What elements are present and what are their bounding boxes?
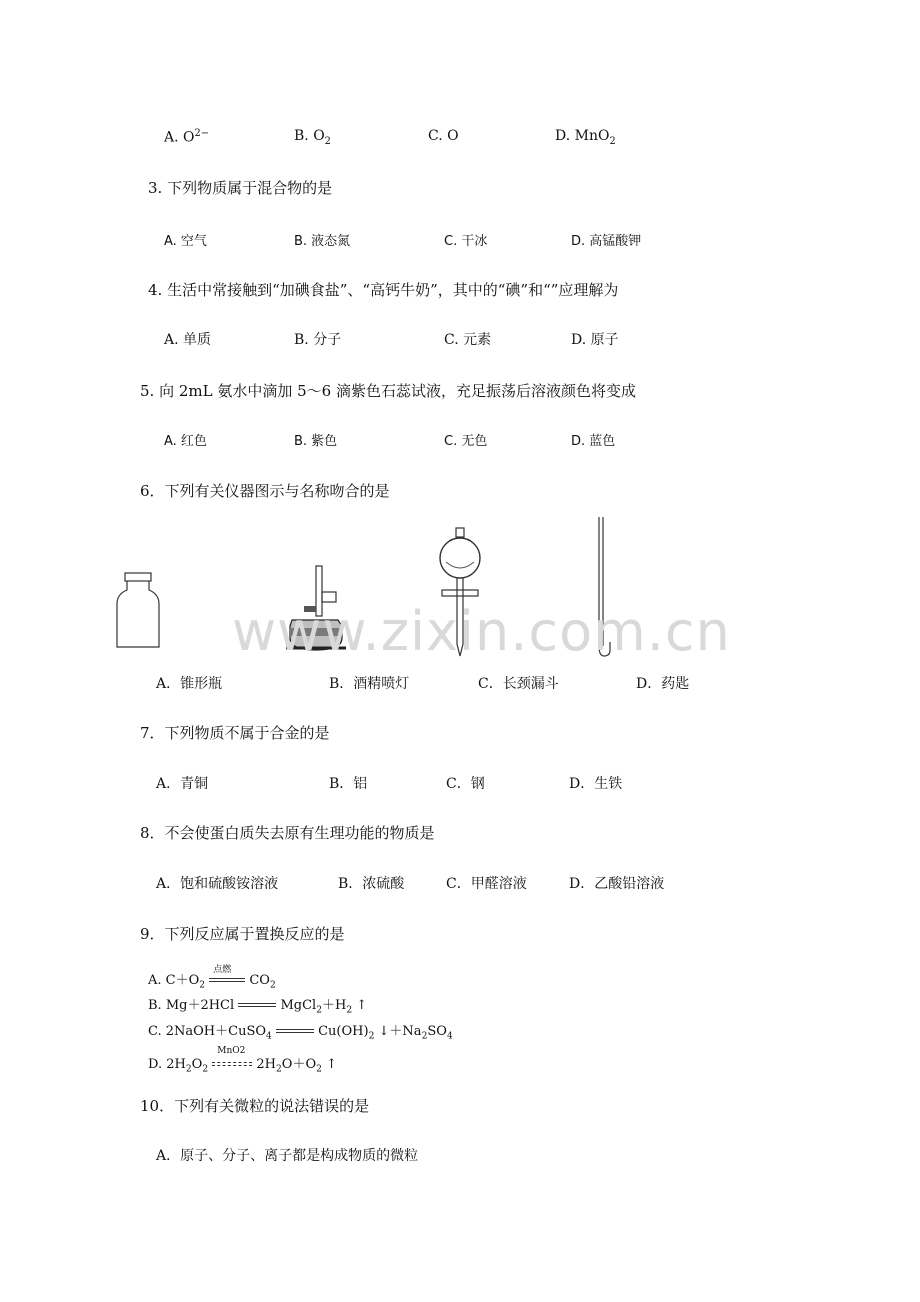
q2-option-b: B. $O_2$ — [294, 128, 331, 147]
q6-option-b: B．酒精喷灯 — [329, 676, 410, 692]
q8-option-a: A．饱和硫酸铵溶液 — [156, 876, 279, 892]
q8-option-d: D．乙酸铅溶液 — [569, 876, 665, 892]
gas-up-arrow-icon: ↑ — [326, 1057, 337, 1072]
precipitate-down-arrow-icon: ↓ — [378, 1024, 390, 1039]
q5-option-c: C. 无色 — [444, 434, 488, 449]
q3-option-c: C. 干冰 — [444, 234, 488, 249]
q9-equation-d: D. $2H_2O_2$ MnO2 $2H_2O+O_2$ ↑ — [148, 1046, 337, 1075]
gas-up-arrow-icon: ↑ — [356, 998, 368, 1013]
q3-option-b: B. 液态氮 — [294, 234, 351, 249]
q2-option-a: A. $O^{2-}$ — [164, 128, 209, 146]
q8-option-c: C．甲醛溶液 — [446, 876, 527, 892]
q6-option-c: C．长颈漏斗 — [478, 676, 559, 692]
q4-option-a: A. 单质 — [164, 332, 212, 348]
q7-stem: 7．下列物质不属于合金的是 — [140, 724, 330, 742]
q9-equation-b: B. Mg＋2HCl $MgCl_2+H_2$ ↑ — [148, 998, 368, 1016]
q8-option-b: B．浓硫酸 — [338, 876, 405, 892]
watermark: www.zixin.com.cn — [232, 600, 731, 663]
q10-option-a: A．原子、分子、离子都是构成物质的微粒 — [156, 1148, 419, 1164]
q4-stem: 4. 生活中常接触到“加碘食盐”、“高钙牛奶”，其中的“碘”和“”应理解为 — [148, 281, 619, 299]
q10-stem: 10．下列有关微粒的说法错误的是 — [140, 1097, 370, 1115]
q9-a-condition: 点燃 — [213, 965, 232, 975]
q9-equation-a: A. $C+O_2$ 点燃 $CO_2$ — [148, 969, 276, 991]
q7-option-b: B．铝 — [329, 776, 368, 792]
q7-option-d: D．生铁 — [569, 776, 623, 792]
q7-option-a: A．青铜 — [156, 776, 209, 792]
q8-stem: 8．不会使蛋白质失去原有生理功能的物质是 — [140, 824, 435, 842]
q6-option-a: A．锥形瓶 — [156, 676, 223, 692]
q4-option-b: B. 分子 — [294, 332, 342, 348]
q3-option-d: D. 高锰酸钾 — [571, 234, 642, 249]
q2-option-c: C. O — [428, 128, 459, 144]
q5-stem: 5. 向 2mL 氨水中滴加 5〜6 滴紫色石蕊试液，充足振荡后溶液颜色将变成 — [140, 382, 636, 400]
q7-option-c: C．钢 — [446, 776, 485, 792]
q5-option-d: D. 蓝色 — [571, 434, 616, 449]
q4-option-d: D. 原子 — [571, 332, 619, 348]
q9-d-condition: MnO2 — [217, 1046, 246, 1056]
q3-option-a: A. 空气 — [164, 234, 207, 249]
reagent-bottle-image — [110, 570, 166, 652]
q2-option-d: D. MnO$_2$ — [555, 128, 616, 147]
q5-option-b: B. 紫色 — [294, 434, 338, 449]
q4-option-c: C. 元素 — [444, 332, 492, 348]
q9-equation-c: C. 2NaOH＋CuSO$_4$ $Cu(OH)_2$ $↓+Na_2SO_4$ — [148, 1024, 453, 1042]
q6-option-d: D．药匙 — [636, 676, 690, 692]
q3-stem: 3. 下列物质属于混合物的是 — [148, 179, 333, 197]
q5-option-a: A. 红色 — [164, 434, 207, 449]
q6-stem: 6．下列有关仪器图示与名称吻合的是 — [140, 482, 390, 500]
q9-stem: 9．下列反应属于置换反应的是 — [140, 925, 345, 943]
